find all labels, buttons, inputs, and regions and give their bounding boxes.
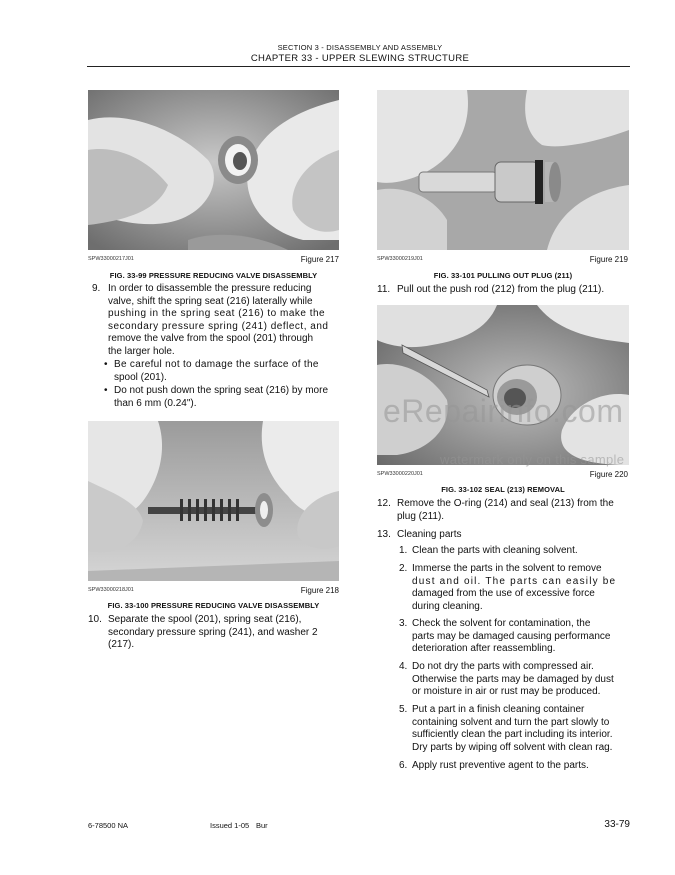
image-id: SPW33000220J01 <box>377 471 423 477</box>
substep-text: Apply rust preventive agent to the parts. <box>412 760 589 771</box>
substep-text-line: Put a part in a finish cleaning container <box>412 704 585 715</box>
substep-text-line: containing solvent and turn the part slowly to <box>412 716 610 728</box>
figure-caption: FIG. 33-102 SEAL (213) REMOVAL <box>441 485 565 494</box>
substep-5 <box>377 704 629 756</box>
step-13 <box>377 529 629 543</box>
chapter-title: CHAPTER 33 - UPPER SLEWING STRUCTURE <box>250 53 470 64</box>
substep-text-line: Otherwise the parts may be damaged by dust <box>412 673 614 685</box>
substep-text-line: Do not dry the parts with compressed air. <box>412 661 594 672</box>
figure-number: Figure 218 <box>300 586 339 595</box>
page-number: 33-79 <box>604 819 630 830</box>
step-9 <box>88 283 340 413</box>
step-number: 12. <box>377 498 391 509</box>
watermark-site: eRepairinfo.com <box>383 393 624 429</box>
substep-number: 1. <box>399 545 408 556</box>
figure-caption: FIG. 33-101 PULLING OUT PLUG (211) <box>433 271 573 280</box>
substep-text-line: damaged from the use of excessive force <box>412 588 595 600</box>
figure-number: Figure 217 <box>300 255 339 264</box>
photo-seal-removal <box>377 305 629 465</box>
substep-text: Clean the parts with cleaning solvent. <box>412 545 578 556</box>
step-number: 10. <box>88 614 102 625</box>
step-text-line: (217). <box>108 639 135 651</box>
bullet-icon: • <box>104 359 108 370</box>
step-number: 11. <box>377 284 391 295</box>
substep-number: 6. <box>399 760 408 771</box>
substep-number: 4. <box>399 661 408 672</box>
figure-number: Figure 220 <box>589 470 628 479</box>
bullet-text-line: than 6 mm (0.24"). <box>114 397 197 409</box>
step-11 <box>377 284 629 298</box>
step-text-line: plug (211). <box>397 510 445 522</box>
figure-number: Figure 219 <box>589 255 628 264</box>
substep-text-line: Immerse the parts in the solvent to remove <box>412 563 602 574</box>
step-text-line: secondary pressure spring (241), and washer 2 <box>108 626 318 638</box>
image-id: SPW33000217J01 <box>88 256 134 262</box>
substep-text-line: dust and oil. The parts can easily be <box>412 575 617 587</box>
substep-text-line: sufficiently clean the part including its interior. <box>412 729 613 741</box>
substep-text-line: or moisture in air or rust may be produced. <box>412 686 601 698</box>
step-number: 13. <box>377 529 391 540</box>
step-text-line: pushing in the spring seat (216) to make the <box>108 308 326 320</box>
substep-number: 3. <box>399 618 408 629</box>
substep-3 <box>377 618 629 658</box>
section-title: SECTION 3 - DISASSEMBLY AND ASSEMBLY <box>277 43 443 52</box>
substep-4 <box>377 661 629 701</box>
doc-number: 6-78500 NA <box>88 821 129 830</box>
issue-location: Bur <box>256 821 268 830</box>
image-id: SPW33000218J01 <box>88 587 134 593</box>
step-text-line: secondary pressure spring (241) deflect, and <box>108 320 329 332</box>
substep-6 <box>377 760 629 774</box>
photo-pressure-reducing-valve-1 <box>88 90 339 250</box>
step-text: Pull out the push rod (212) from the plug (211). <box>397 284 605 295</box>
substep-text-line: deterioration after reassembling. <box>412 643 556 655</box>
substep-number: 5. <box>399 704 408 715</box>
step-text-line: Separate the spool (201), spring seat (216), <box>108 614 302 625</box>
step-text-line: the larger hole. <box>108 345 175 357</box>
substep-1 <box>377 545 629 559</box>
step-text-line: In order to disassemble the pressure reducing <box>108 283 312 294</box>
step-number: 9. <box>92 283 101 294</box>
step-10 <box>88 614 340 654</box>
substep-text-line: parts may be damaged causing performance <box>412 630 611 642</box>
photo-pressure-reducing-valve-2 <box>88 421 339 581</box>
issue-date: Issued 1-05 <box>210 821 250 830</box>
substep-2 <box>377 563 629 615</box>
substep-text-line: Check the solvent for contamination, the <box>412 618 591 629</box>
step-text-line: Remove the O-ring (214) and seal (213) from the <box>397 498 614 509</box>
figure-caption: FIG. 33-100 PRESSURE REDUCING VALVE DISASSEMBLY <box>107 601 320 610</box>
substep-text-line: Dry parts by wiping off solvent with clean rag. <box>412 741 613 753</box>
figure-caption: FIG. 33-99 PRESSURE REDUCING VALVE DISASSEMBLY <box>109 271 318 280</box>
watermark-note: watermark only on this sample <box>440 452 625 467</box>
bullet-text-line: Be careful not to damage the surface of the <box>114 359 319 370</box>
photo-pulling-out-plug <box>377 90 629 250</box>
header-rule <box>87 66 630 67</box>
bullet-text-line: spool (201). <box>114 371 167 383</box>
image-id: SPW33000219J01 <box>377 256 423 262</box>
bullet-icon: • <box>104 385 108 396</box>
substep-number: 2. <box>399 563 408 574</box>
substep-text-line: during cleaning. <box>412 600 483 612</box>
step-12 <box>377 498 629 526</box>
step-text-line: valve, shift the spring seat (216) laterally while <box>108 295 313 307</box>
step-text-line: remove the valve from the spool (201) through <box>108 333 314 345</box>
bullet-text-line: Do not push down the spring seat (216) by more <box>114 385 329 396</box>
step-text: Cleaning parts <box>397 529 462 540</box>
